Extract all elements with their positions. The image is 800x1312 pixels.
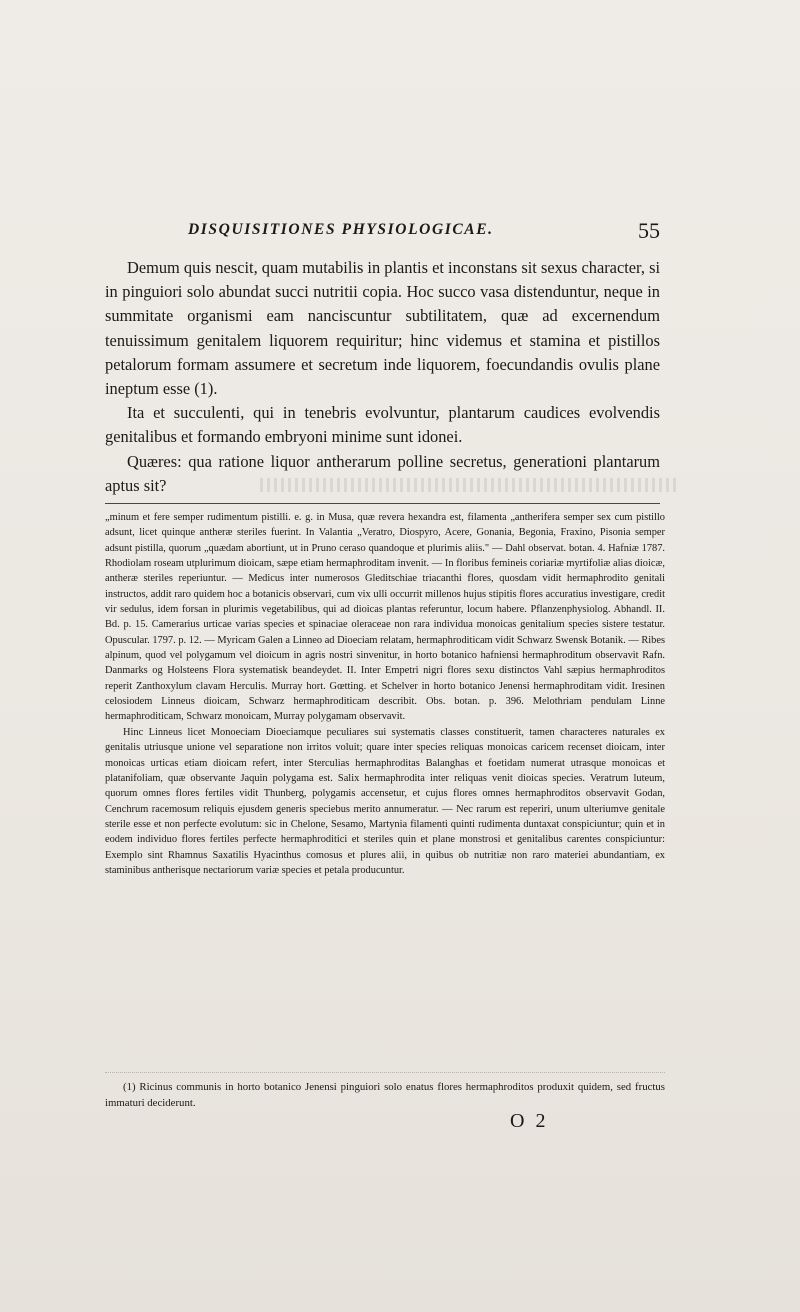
footnote: (1) Ricinus communis in horto botanico Jenensi pinguiori solo enatus flores hermaphroditos produxit quidem, sed fructus immaturi deciderunt. [105, 1081, 665, 1109]
running-title: DISQUISITIONES PHYSIOLOGICAE. [188, 221, 494, 238]
main-text [105, 256, 660, 498]
page-number: 55 [638, 218, 660, 243]
notes [105, 510, 665, 878]
footnote-divider [105, 1072, 665, 1073]
notes-divider [105, 503, 660, 504]
main-paragraph: Demum quis nescit, quam mutabilis in plantis et inconstans sit sexus character, si in pinguiori solo abundat succi nutritii copia. Hoc succo vasa distenduntur, neque in summitate organismi eam nanciscuntur subtilitatem, quæ ad excernendum tenuissimum genitalem liquorem requiritur; hinc videmus et stamina et pistillos petalorum formam assumere et secretum inde liquorem, foecundandis ovulis plane ineptum esse (1). [105, 258, 660, 399]
signature-mark: O 2 [510, 1110, 549, 1132]
main-paragraph: Quæres: qua ratione liquor antherarum polline secretus, generationi plantarum aptus sit? [105, 451, 660, 495]
show-through-bleed [260, 478, 680, 492]
running-head [90, 218, 660, 244]
main-paragraph: Ita et succulenti, qui in tenebris evolvuntur, plantarum caudices evolvendis genitalibus et formando embryoni minime sunt idonei. [105, 403, 660, 447]
notes-paragraph: „minum et fere semper rudimentum pistilli. e. g. in Musa, quæ revera hexandra est, filamenta „antherifera semper sex cum pistillo adsunt, licet quinque antheræ steriles fuerint. In Valantia „Veratro, Diospyro, Acere, Gonania, Begonia, Fraxino, Pisonia semper adsunt pistilla, quorum „quædam abortiunt, ut in Pruno ceraso quandoque et plurimis aliis." — Dahl observat. botan. 4. Hafniæ 1787. Rhodiolam roseam utplurimum dioicam, sæpe etiam hermaphroditam invenit. — In floribus femineis coriariæ myrtifoliæ alias dioicæ, antheræ steriles reperiuntur. — Medicus inter numerosos Gleditschiae triacanthi flores, quosdam vidit hermaphrodito genitali instructos, addit raro quidem hoc a botanicis observari, cum vix ulli occurrit millenos hujus stipitis flores accuratius investigare, credit vir sedulus, idem forsan in plurimis vegetabilibus, qui ad dioicas plantas referuntur, locum habere. Pflanzenphysiolog. Abhandl. II. Bd. p. 15. Camerarius urticae varias species et spinaciae oleraceae non rara individua monoicas genitalium species sistere testatur. Opuscular. 1797. p. 12. — Myricam Galen a Linneo ad Dioeciam relatam, hermaphroditicam vidit Schwarz Swensk Botanik. — Ribes alpinum, quod vel polygamum vel dioicum in agris nostri sinvenitur, in horto botanico hafniensi hermaphroditum observavit Rafn. Danmarks og Holsteens Flora systematisk beandeydet. II. Inter Empetri nigri flores sexu distinctos Vahl sæpius hermaphroditos reperit Zanthoxylum clavam Herculis. Murray hort. Gœtting. et Schelver in horto botanico Jenensi hermaphroditam vidit. Iresinen celosiodem Linneus dioicam, Schwarz hermaphroditicam describit. Obs. botan. p. 396. Melothriam pendulam Linne hermaphroditicam, Schwarz monoicam, Murray polygamam observavit. [105, 512, 665, 723]
notes-paragraph: Hinc Linneus licet Monoeciam Dioeciamque peculiares sui systematis classes constituerit, tamen characteres naturales ex genitalis utriusque unione vel separatione non irritos voluit; quare inter species reliquas monoicas caricem recenset dioicam, inter monoicas urticas etiam dioicam refert, inter Sterculias hermaphroditas Balanghas et foetidam numerat utrasque monoicas et platanifoliam, quæ observante Jaquin polygama est. Salix hermaphrodita inter reliquas venit dioicas species. Veratrum luteum, quorum omnes flores fertiles vidit Thunberg, polygamis accensetur, et cujus flores omnes hermaphroditos observavit Godan, Cenchrum racemosum reliquis ejusdem generis speciebus merito annumeratur. — Nec rarum est reperiri, unum ulteriumve genitale sterile esse et non perfecte evolutum: sic in Chelone, Sesamo, Martynia filamenti quinti rudimenta duntaxat conspiciuntur; quin et in eodem individuo flores fertiles perfecte hermaphroditici et steriles quin et plane monstrosi et genitalibus carentes conspiciuntur: Exemplo sint Rhamnus Saxatilis Hyacinthus comosus et plures alii, in quibus ob nutritiæ non raro materiei abundantiam, ex staminibus antherisque nectariorum variæ species et petala producuntur. [105, 726, 665, 876]
